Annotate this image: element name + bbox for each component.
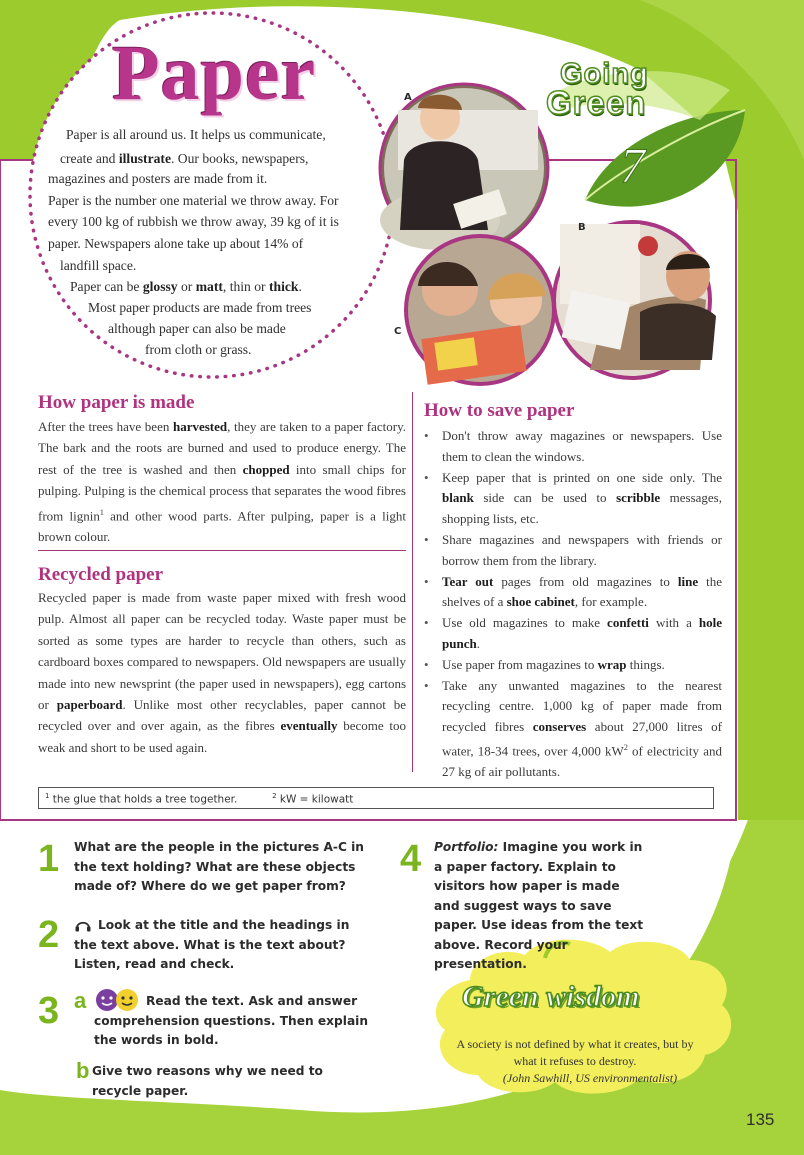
intro-line: Most paper products are made from trees — [88, 300, 312, 315]
tip-item: • Use old magazines to make confetti with a hole punch. — [420, 613, 722, 655]
tip-item: • Don't throw away magazines or newspapers. Use them to clean the windows. — [420, 426, 722, 468]
section-divider — [38, 550, 406, 551]
photo-label-c: C — [394, 326, 402, 337]
intro-line: every 100 kg of rubbish we throw away, 39 kg of it is — [48, 214, 339, 229]
tip-item: • Share magazines and newspapers with friends or borrow them from the library. — [420, 530, 722, 572]
heading-recycled-paper: Recycled paper — [38, 564, 164, 585]
task-3-letter-b: b — [76, 1058, 90, 1083]
going-green-badge: Going — [560, 58, 649, 90]
intro-line: although paper can also be made — [108, 321, 286, 336]
recycled-paper-text: Recycled paper is made from waste paper mixed with fresh wood pulp. Almost all paper can be recycled today. Waste paper must be sorted as some types are harder to recycle than others, such as cardboard boxes compared to newspapers. Old newspapers are usually made into new newsprint (the paper used in newspapers), egg cartons or paperboard. Unlike most other recyclables, paper cannot be recycled over and over again, as the fibres eventually become too weak and short to be used again. — [38, 590, 406, 755]
intro-line: create and illustrate. Our books, newspapers, — [60, 151, 309, 166]
unit-number: 7 — [620, 137, 645, 193]
intro-line: landfill space. — [60, 258, 137, 273]
task-number-4: 4 — [400, 838, 422, 880]
page-title: Paper — [112, 29, 317, 116]
heading-how-paper-is-made: How paper is made — [38, 392, 195, 413]
intro-line: Paper is the number one material we throw away. For — [48, 193, 339, 208]
tip-item: • Use paper from magazines to wrap things. — [420, 655, 722, 676]
how-paper-made-text: After the trees have been harvested, they are taken to a paper factory. The bark and the roots are burned and used to produce energy. The rest of the tree is washed and then chopped into small chips for pulping. Pulping is the chemical process that separates the wood fibres from lignin$^1$ and other wood parts. After pulping, paper is a light brown colour. — [38, 419, 406, 545]
intro-line: Paper can be glossy or matt, thin or thick. — [70, 279, 302, 294]
heading-how-to-save-paper: How to save paper — [424, 400, 575, 421]
green-wisdom-quote: A society is not defined by what it creates, but by what it refuses to destroy. (John Sawhill, US environmentalist) — [456, 1037, 694, 1085]
photo-label-a: A — [404, 92, 412, 103]
tip-item: • Take any unwanted magazines to the nearest recycling centre. 1,000 kg of paper made from recycled fibres conserves about 27,000 litres of water, 18-34 trees, over 4,000 $kW^2$ of electricity and 27 kg of air pollutants. — [420, 676, 722, 783]
intro-line: magazines and posters are made from it. — [48, 171, 268, 186]
intro-line: from cloth or grass. — [145, 342, 252, 357]
task-4-text: Portfolio: Imagine you work in a paper factory. Explain to visitors how paper is made and suggest ways to save paper. Use ideas from the text above. Record your presentation. — [434, 840, 644, 971]
photo-c — [404, 234, 556, 386]
page-number: 135 — [746, 1110, 775, 1129]
task-3a-text: Read the text. Ask and answer comprehension questions. Then explain the words in bold. — [94, 994, 369, 1047]
task-3-letter-a: a — [74, 988, 87, 1013]
task-2-text: Look at the title and the headings in the text above. What is the text about? Listen, read and check. — [74, 918, 350, 971]
save-paper-tips — [420, 426, 722, 783]
task-1-text: What are the people in the pictures A-C in the text holding? What are these objects made of? Where do we get paper from? — [74, 840, 364, 893]
green-wisdom-title: Green wisdom — [462, 980, 640, 1013]
tip-item: • Keep paper that is printed on one side only. The blank side can be used to scribble messages, shopping lists, etc. — [420, 468, 722, 530]
going-green-badge-green: Green — [546, 84, 647, 121]
task-number-1: 1 — [38, 838, 60, 880]
photo-label-b: B — [578, 222, 586, 233]
task-3b-text: Give two reasons why we need to recycle paper. — [92, 1064, 323, 1098]
column-divider — [412, 392, 413, 772]
photo-a — [380, 84, 548, 252]
footnotes: $^1$ the glue that holds a tree together. $^2$ kW = kilowatt — [38, 787, 714, 809]
task-number-2: 2 — [38, 914, 60, 956]
task-number-3: 3 — [38, 990, 60, 1032]
intro-line: paper. Newspapers alone take up about 14% of — [48, 236, 304, 251]
intro-line: Paper is all around us. It helps us communicate, — [66, 127, 326, 142]
tip-item: • Tear out pages from old magazines to line the shelves of a shoe cabinet, for example. — [420, 572, 722, 614]
